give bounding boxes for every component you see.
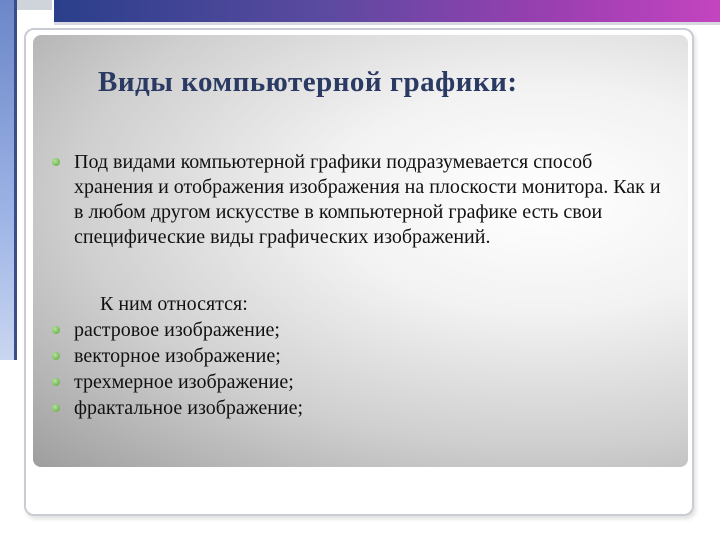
left-accent-blue-bar <box>0 0 14 360</box>
bullet-icon <box>52 158 60 166</box>
slide-title: Виды компьютерной графики: <box>98 66 518 98</box>
bullet-icon <box>52 326 60 334</box>
list-item-3d: трехмерное изображение; <box>74 371 294 393</box>
left-accent-dark-line <box>14 0 17 360</box>
list-item-raster: растровое изображение; <box>74 319 280 341</box>
top-accent-gradient-bar <box>54 0 720 22</box>
bullet-icon <box>52 352 60 360</box>
list-subheading: К ним относятся: <box>100 293 248 315</box>
top-accent-light-line <box>54 22 720 25</box>
bullet-icon <box>52 404 60 412</box>
intro-paragraph: Под видами компьютерной графики подразумевается способ хранения и отображения изображения на плоскости монитора. Как и в любом другом искусстве в компьютерной графике есть свои специфические виды графических изображений. <box>74 151 661 248</box>
bullet-icon <box>52 378 60 386</box>
list-item-fractal: фрактальное изображение; <box>74 397 304 419</box>
list-item-vector: векторное изображение; <box>74 345 281 367</box>
